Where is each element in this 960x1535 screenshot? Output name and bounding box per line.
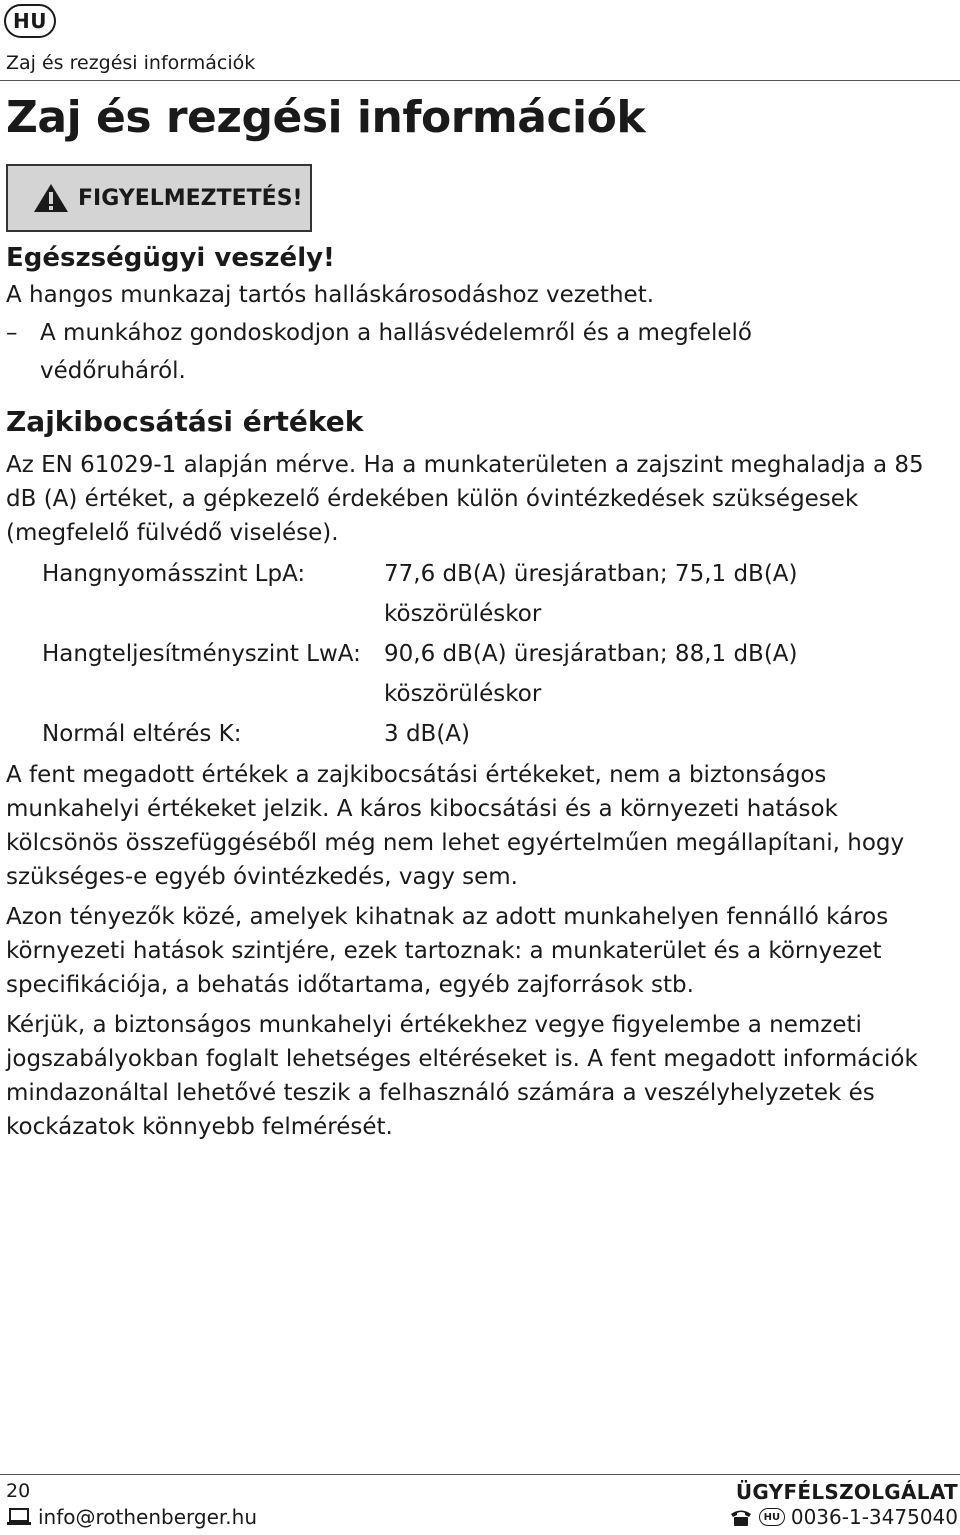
laptop-icon [6,1507,32,1527]
main-content [6,240,946,1144]
footer-email [6,1505,257,1529]
service-title: ÜGYFÉLSZOLGÁLAT [735,1480,958,1504]
phone-icon [729,1507,753,1527]
warning-triangle-icon [32,182,70,214]
measurement-value: 3 dB(A) [384,721,471,747]
hazard-bullet-text: A munkához gondoskodjon a hallásvédelemről és a megfelelő védőruháról. [40,320,752,384]
header-divider [0,80,960,81]
warning-box [6,164,312,232]
measurement-table [42,554,946,754]
measurement-label: Hangnyomásszint LpA: [42,561,306,587]
email-text[interactable]: info@rothenberger.hu [38,1505,257,1529]
paragraph: A fent megadott értékek a zajkibocsátási értékeket, nem a biztonságos munkahelyi értékeket jelzik. A káros kibocsátási és a környezeti hatások kölcsönös összefüggéséből még nem lehet egyértelműen megállapítani, hogy szükséges-e egyéb óvintézkedés, vagy sem. [6,762,905,890]
measurement-label: Hangteljesítményszint LwA: [42,641,361,667]
measurement-value: 90,6 dB(A) üresjáratban; 88,1 dB(A) köszörüléskor [384,641,798,707]
measurement-row [42,714,946,754]
measurement-value: 77,6 dB(A) üresjáratban; 75,1 dB(A) köszörüléskor [384,561,798,627]
measurement-row [42,554,946,634]
paragraph: Kérjük, a biztonságos munkahelyi értékekhez vegye figyelembe a nemzeti jogszabályokban foglalt lehetséges eltéréseket is. A fent megadott információk mindazonáltal lehetővé teszik a felhasználó számára a veszélyhelyzetek és kockázatok könnyebb felmérését. [6,1012,918,1140]
emission-heading: Zajkibocsátási értékek [6,405,364,438]
service-phone [729,1505,958,1529]
paragraph: Azon tényezők közé, amelyek kihatnak az adott munkahelyen fennálló káros környezeti hatások szintjére, ezek tartoznak: a munkaterület és a környezet specifikációja, a behatás időtartama, egyéb zajforrások stb. [6,904,889,998]
footer-divider [0,1474,960,1475]
hazard-title: Egészségügyi veszély! [6,243,335,273]
measurement-label: Normál eltérés K: [42,721,242,747]
page-title: Zaj és rezgési információk [6,92,646,143]
country-chip: HU [759,1508,785,1526]
running-header: Zaj és rezgési információk [6,52,256,74]
measurement-row [42,634,946,714]
warning-label: FIGYELMEZTETÉS! [78,185,303,211]
hazard-text: A hangos munkazaj tartós halláskárosodáshoz vezethet. [6,282,655,308]
dash-bullet: – [6,320,18,346]
emission-intro: Az EN 61029-1 alapján mérve. Ha a munkaterületen a zajszint meghaladja a 85 dB (A) értéket, a gépkezelő érdekében külön óvintézkedések szükségesek (megfelelő fülvédő viselése). [6,452,924,546]
phone-number[interactable]: 0036-1-3475040 [790,1505,958,1529]
page-number: 20 [6,1480,31,1502]
language-badge: HU [4,4,56,38]
hazard-bullet [6,314,946,390]
